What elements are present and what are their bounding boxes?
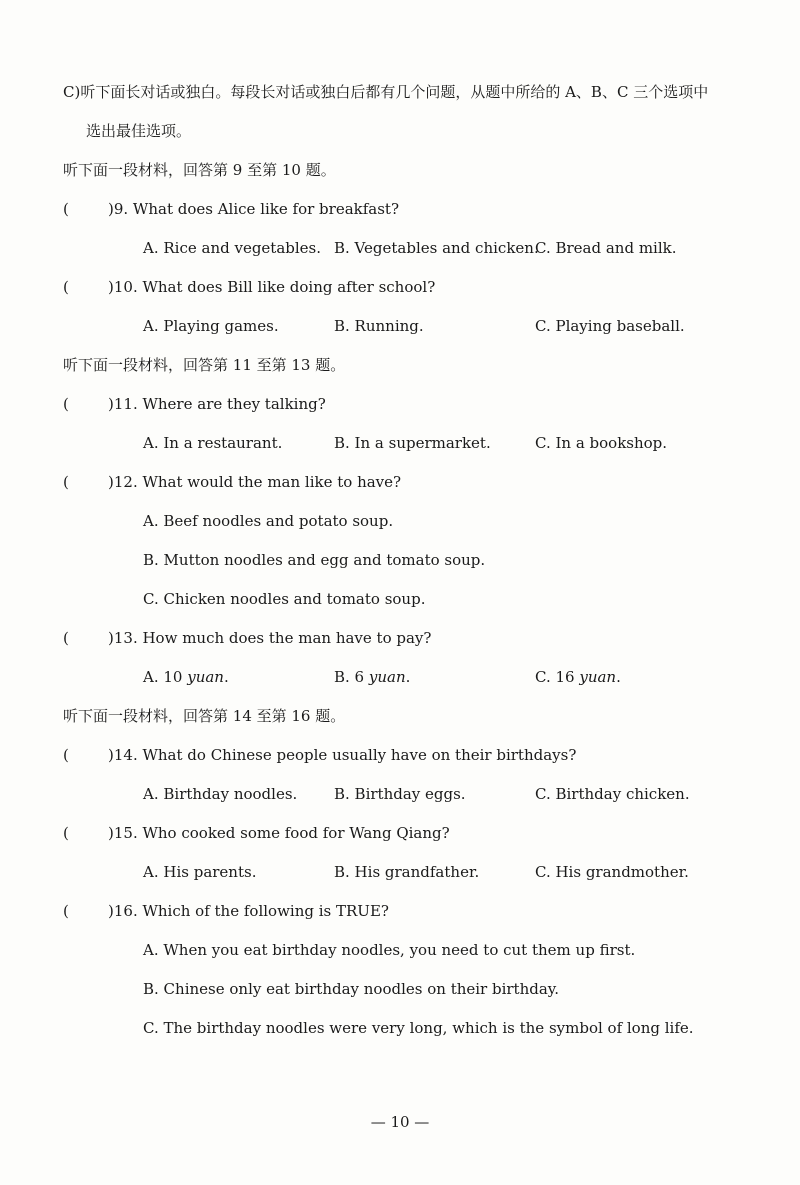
option-b: B. Mutton noodles and egg and tomato soup. bbox=[143, 551, 486, 569]
question-text: )13. How much does the man have to pay? bbox=[108, 629, 432, 647]
page-number: — 10 — bbox=[370, 1113, 430, 1131]
option-suffix: . bbox=[223, 668, 229, 686]
yuan-unit: yuan bbox=[368, 668, 406, 686]
answer-blank[interactable]: ( bbox=[63, 824, 69, 842]
option-c: C. His grandmother. bbox=[535, 863, 689, 881]
option-b: B. In a supermarket. bbox=[334, 434, 491, 452]
option-a: A. Playing games. bbox=[143, 317, 279, 335]
section-heading: 听下面一段材料，回答第 11 至第 13 题。 bbox=[63, 356, 346, 374]
option-a: A. When you eat birthday noodles, you need to cut them up first. bbox=[143, 941, 636, 959]
option-c: C. Playing baseball. bbox=[535, 317, 685, 335]
question-15 bbox=[63, 823, 450, 843]
answer-blank[interactable]: ( bbox=[63, 200, 69, 218]
option-a bbox=[143, 667, 229, 687]
question-9 bbox=[63, 199, 399, 219]
option-b bbox=[334, 667, 410, 687]
option-c: C. Chicken noodles and tomato soup. bbox=[143, 590, 426, 608]
answer-blank[interactable]: ( bbox=[63, 902, 69, 920]
question-text: )12. What would the man like to have? bbox=[108, 473, 402, 491]
yuan-unit: yuan bbox=[579, 668, 617, 686]
question-text: )10. What does Bill like doing after school? bbox=[108, 278, 436, 296]
option-b: B. Birthday eggs. bbox=[334, 785, 466, 803]
option-prefix: A. 10 bbox=[143, 668, 188, 686]
option-prefix: B. 6 bbox=[334, 668, 369, 686]
instructions-line-2: 选出最佳选项。 bbox=[86, 122, 192, 140]
yuan-unit: yuan bbox=[187, 668, 224, 686]
option-a: A. His parents. bbox=[143, 863, 257, 881]
answer-blank[interactable]: ( bbox=[63, 746, 69, 764]
question-13 bbox=[63, 628, 431, 648]
question-text: )14. What do Chinese people usually have on their birthdays? bbox=[108, 746, 577, 764]
answer-blank[interactable]: ( bbox=[63, 629, 69, 647]
question-text: )9. What does Alice like for breakfast? bbox=[108, 200, 399, 218]
question-text: )16. Which of the following is TRUE? bbox=[108, 902, 389, 920]
option-suffix: . bbox=[405, 668, 411, 686]
question-12 bbox=[63, 472, 401, 492]
option-b: B. Vegetables and chicken. bbox=[334, 239, 539, 257]
section-heading: 听下面一段材料，回答第 9 至第 10 题。 bbox=[63, 161, 336, 179]
question-14 bbox=[63, 745, 576, 765]
question-text: )15. Who cooked some food for Wang Qiang? bbox=[108, 824, 450, 842]
option-c: C. The birthday noodles were very long, which is the symbol of long life. bbox=[143, 1019, 694, 1037]
option-a: A. Birthday noodles. bbox=[143, 785, 298, 803]
option-a: A. Beef noodles and potato soup. bbox=[143, 512, 394, 530]
question-10 bbox=[63, 277, 435, 297]
option-b: B. Chinese only eat birthday noodles on their birthday. bbox=[143, 980, 560, 998]
answer-blank[interactable]: ( bbox=[63, 395, 69, 413]
question-text: )11. Where are they talking? bbox=[108, 395, 326, 413]
option-a: A. Rice and vegetables. bbox=[143, 239, 322, 257]
question-16 bbox=[63, 901, 389, 921]
option-c: C. Birthday chicken. bbox=[535, 785, 690, 803]
answer-blank[interactable]: ( bbox=[63, 278, 69, 296]
option-b: B. His grandfather. bbox=[334, 863, 480, 881]
option-c bbox=[535, 667, 621, 687]
option-c: C. Bread and milk. bbox=[535, 239, 677, 257]
section-heading: 听下面一段材料，回答第 14 至第 16 题。 bbox=[63, 707, 346, 725]
instructions-line-1: C)听下面长对话或独白。每段长对话或独白后都有几个问题，从题中所给的 A、B、C 三个选项中 bbox=[63, 83, 709, 101]
option-a: A. In a restaurant. bbox=[143, 434, 283, 452]
option-b: B. Running. bbox=[334, 317, 424, 335]
option-c: C. In a bookshop. bbox=[535, 434, 668, 452]
option-suffix: . bbox=[616, 668, 621, 686]
answer-blank[interactable]: ( bbox=[63, 473, 69, 491]
question-11 bbox=[63, 394, 326, 414]
option-prefix: C. 16 bbox=[535, 668, 580, 686]
